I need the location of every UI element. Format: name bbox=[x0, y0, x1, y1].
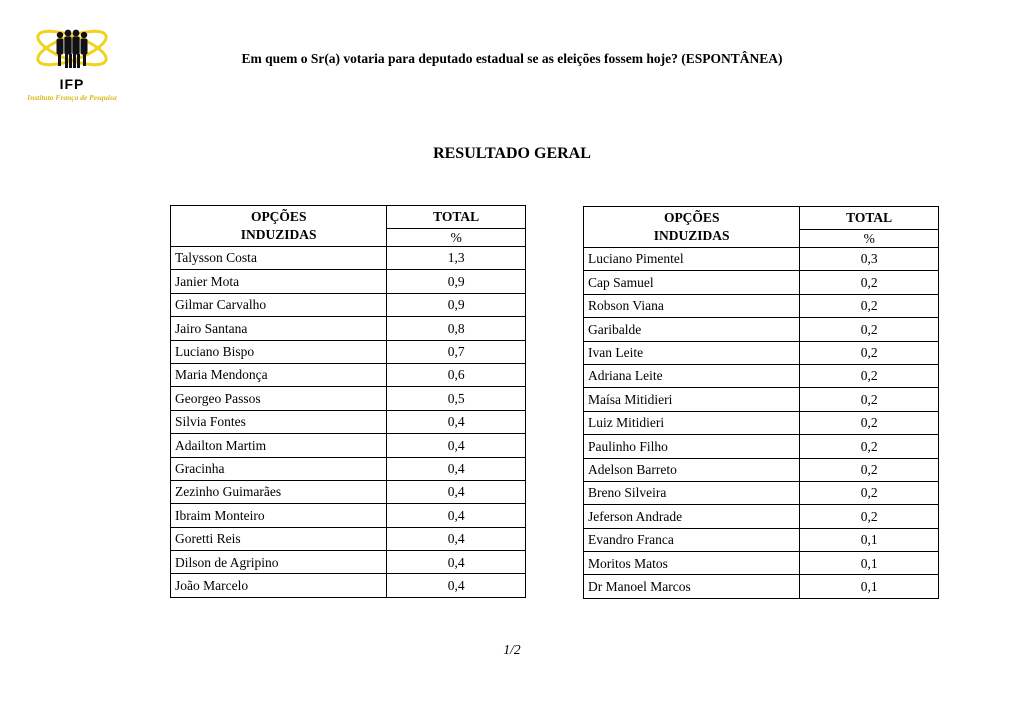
candidate-name: Maísa Mitidieri bbox=[584, 388, 800, 411]
column-header-options-line1: OPÇÕES bbox=[663, 210, 720, 226]
results-table-right bbox=[583, 206, 939, 599]
section-title: RESULTADO GERAL bbox=[433, 145, 591, 162]
table-row bbox=[584, 388, 939, 411]
column-header-options-line2: INDUZIDAS bbox=[653, 228, 730, 243]
table-row bbox=[584, 248, 939, 271]
table-row bbox=[171, 340, 526, 363]
table-row bbox=[584, 341, 939, 364]
vote-percentage: 0,4 bbox=[387, 410, 526, 433]
candidate-name: Luciano Pimentel bbox=[584, 248, 800, 271]
table-row bbox=[584, 411, 939, 434]
candidate-name: Zezinho Guimarães bbox=[171, 480, 387, 503]
candidate-name: Gilmar Carvalho bbox=[171, 293, 387, 316]
vote-percentage: 0,4 bbox=[387, 504, 526, 527]
vote-percentage: 0,9 bbox=[387, 293, 526, 316]
table-row bbox=[584, 505, 939, 528]
candidate-name: Talysson Costa bbox=[171, 247, 387, 270]
people-orbit-icon bbox=[34, 26, 110, 76]
column-header-total: TOTAL bbox=[800, 207, 939, 230]
vote-percentage: 0,4 bbox=[387, 551, 526, 574]
column-header-total: TOTAL bbox=[387, 206, 526, 229]
table-row bbox=[171, 480, 526, 503]
candidate-name: Dr Manoel Marcos bbox=[584, 575, 800, 598]
vote-percentage: 0,4 bbox=[387, 457, 526, 480]
candidate-name: Luiz Mitidieri bbox=[584, 411, 800, 434]
vote-percentage: 0,9 bbox=[387, 270, 526, 293]
vote-percentage: 0,6 bbox=[387, 363, 526, 386]
table-row bbox=[171, 551, 526, 574]
candidate-name: Janier Mota bbox=[171, 270, 387, 293]
column-header-options-line2: INDUZIDAS bbox=[240, 227, 317, 242]
vote-percentage: 0,1 bbox=[800, 552, 939, 575]
vote-percentage: 0,2 bbox=[800, 271, 939, 294]
candidate-name: Ibraim Monteiro bbox=[171, 504, 387, 527]
table-row bbox=[171, 293, 526, 316]
table-row bbox=[584, 552, 939, 575]
vote-percentage: 0,2 bbox=[800, 294, 939, 317]
vote-percentage: 0,1 bbox=[800, 575, 939, 598]
results-body bbox=[171, 247, 526, 598]
vote-percentage: 0,2 bbox=[800, 318, 939, 341]
vote-percentage: 0,4 bbox=[387, 527, 526, 550]
survey-question: Em quem o Sr(a) votaria para deputado estadual se as eleições fossem hoje? (ESPONTÂNEA) bbox=[241, 51, 783, 66]
candidate-name: Goretti Reis bbox=[171, 527, 387, 550]
table-row bbox=[584, 271, 939, 294]
candidate-name: Maria Mendonça bbox=[171, 363, 387, 386]
candidate-name: Georgeo Passos bbox=[171, 387, 387, 410]
table-row bbox=[584, 318, 939, 341]
ifp-logo bbox=[22, 26, 122, 108]
candidate-name: Moritos Matos bbox=[584, 552, 800, 575]
candidate-name: Jairo Santana bbox=[171, 317, 387, 340]
table-row bbox=[584, 575, 939, 598]
column-header-options bbox=[584, 207, 800, 248]
vote-percentage: 0,2 bbox=[800, 388, 939, 411]
vote-percentage: 0,2 bbox=[800, 458, 939, 481]
table-row bbox=[171, 527, 526, 550]
vote-percentage: 0,2 bbox=[800, 341, 939, 364]
logo-institute-name: Instituto França de Pesquisa bbox=[27, 93, 117, 102]
table-row bbox=[171, 317, 526, 340]
candidate-name: Garibalde bbox=[584, 318, 800, 341]
candidate-name: Silvia Fontes bbox=[171, 410, 387, 433]
table-row bbox=[171, 504, 526, 527]
vote-percentage: 0,2 bbox=[800, 364, 939, 387]
candidate-name: Gracinha bbox=[171, 457, 387, 480]
results-table-left bbox=[170, 205, 526, 598]
candidate-name: Breno Silveira bbox=[584, 481, 800, 504]
vote-percentage: 0,4 bbox=[387, 434, 526, 457]
candidate-name: Evandro Franca bbox=[584, 528, 800, 551]
table-row bbox=[171, 247, 526, 270]
table-row bbox=[584, 481, 939, 504]
vote-percentage: 0,1 bbox=[800, 528, 939, 551]
vote-percentage: 0,2 bbox=[800, 435, 939, 458]
candidate-name: Adailton Martim bbox=[171, 434, 387, 457]
candidate-name: Cap Samuel bbox=[584, 271, 800, 294]
page-number: 1/2 bbox=[503, 642, 521, 657]
vote-percentage: 0,4 bbox=[387, 480, 526, 503]
vote-percentage: 0,5 bbox=[387, 387, 526, 410]
candidate-name: Paulinho Filho bbox=[584, 435, 800, 458]
table-row bbox=[584, 528, 939, 551]
candidate-name: Jeferson Andrade bbox=[584, 505, 800, 528]
logo-abbreviation: IFP bbox=[59, 76, 85, 92]
candidate-name: Luciano Bispo bbox=[171, 340, 387, 363]
table-row bbox=[171, 410, 526, 433]
vote-percentage: 0,7 bbox=[387, 340, 526, 363]
candidate-name: Adriana Leite bbox=[584, 364, 800, 387]
table-row bbox=[584, 458, 939, 481]
column-header-unit: % bbox=[800, 230, 939, 248]
vote-percentage: 0,2 bbox=[800, 411, 939, 434]
column-header-options-line1: OPÇÕES bbox=[250, 209, 307, 225]
table-row bbox=[584, 364, 939, 387]
table-row bbox=[171, 387, 526, 410]
candidate-name: Dilson de Agripino bbox=[171, 551, 387, 574]
table-row bbox=[171, 574, 526, 597]
table-row bbox=[584, 294, 939, 317]
vote-percentage: 0,2 bbox=[800, 505, 939, 528]
column-header-options bbox=[171, 206, 387, 247]
results-body bbox=[584, 248, 939, 599]
vote-percentage: 1,3 bbox=[387, 247, 526, 270]
vote-percentage: 0,3 bbox=[800, 248, 939, 271]
candidate-name: Ivan Leite bbox=[584, 341, 800, 364]
vote-percentage: 0,8 bbox=[387, 317, 526, 340]
table-row bbox=[171, 270, 526, 293]
candidate-name: Adelson Barreto bbox=[584, 458, 800, 481]
table-row bbox=[171, 434, 526, 457]
vote-percentage: 0,4 bbox=[387, 574, 526, 597]
candidate-name: Robson Viana bbox=[584, 294, 800, 317]
table-row bbox=[171, 457, 526, 480]
table-row bbox=[584, 435, 939, 458]
candidate-name: João Marcelo bbox=[171, 574, 387, 597]
vote-percentage: 0,2 bbox=[800, 481, 939, 504]
column-header-unit: % bbox=[387, 229, 526, 247]
table-row bbox=[171, 363, 526, 386]
